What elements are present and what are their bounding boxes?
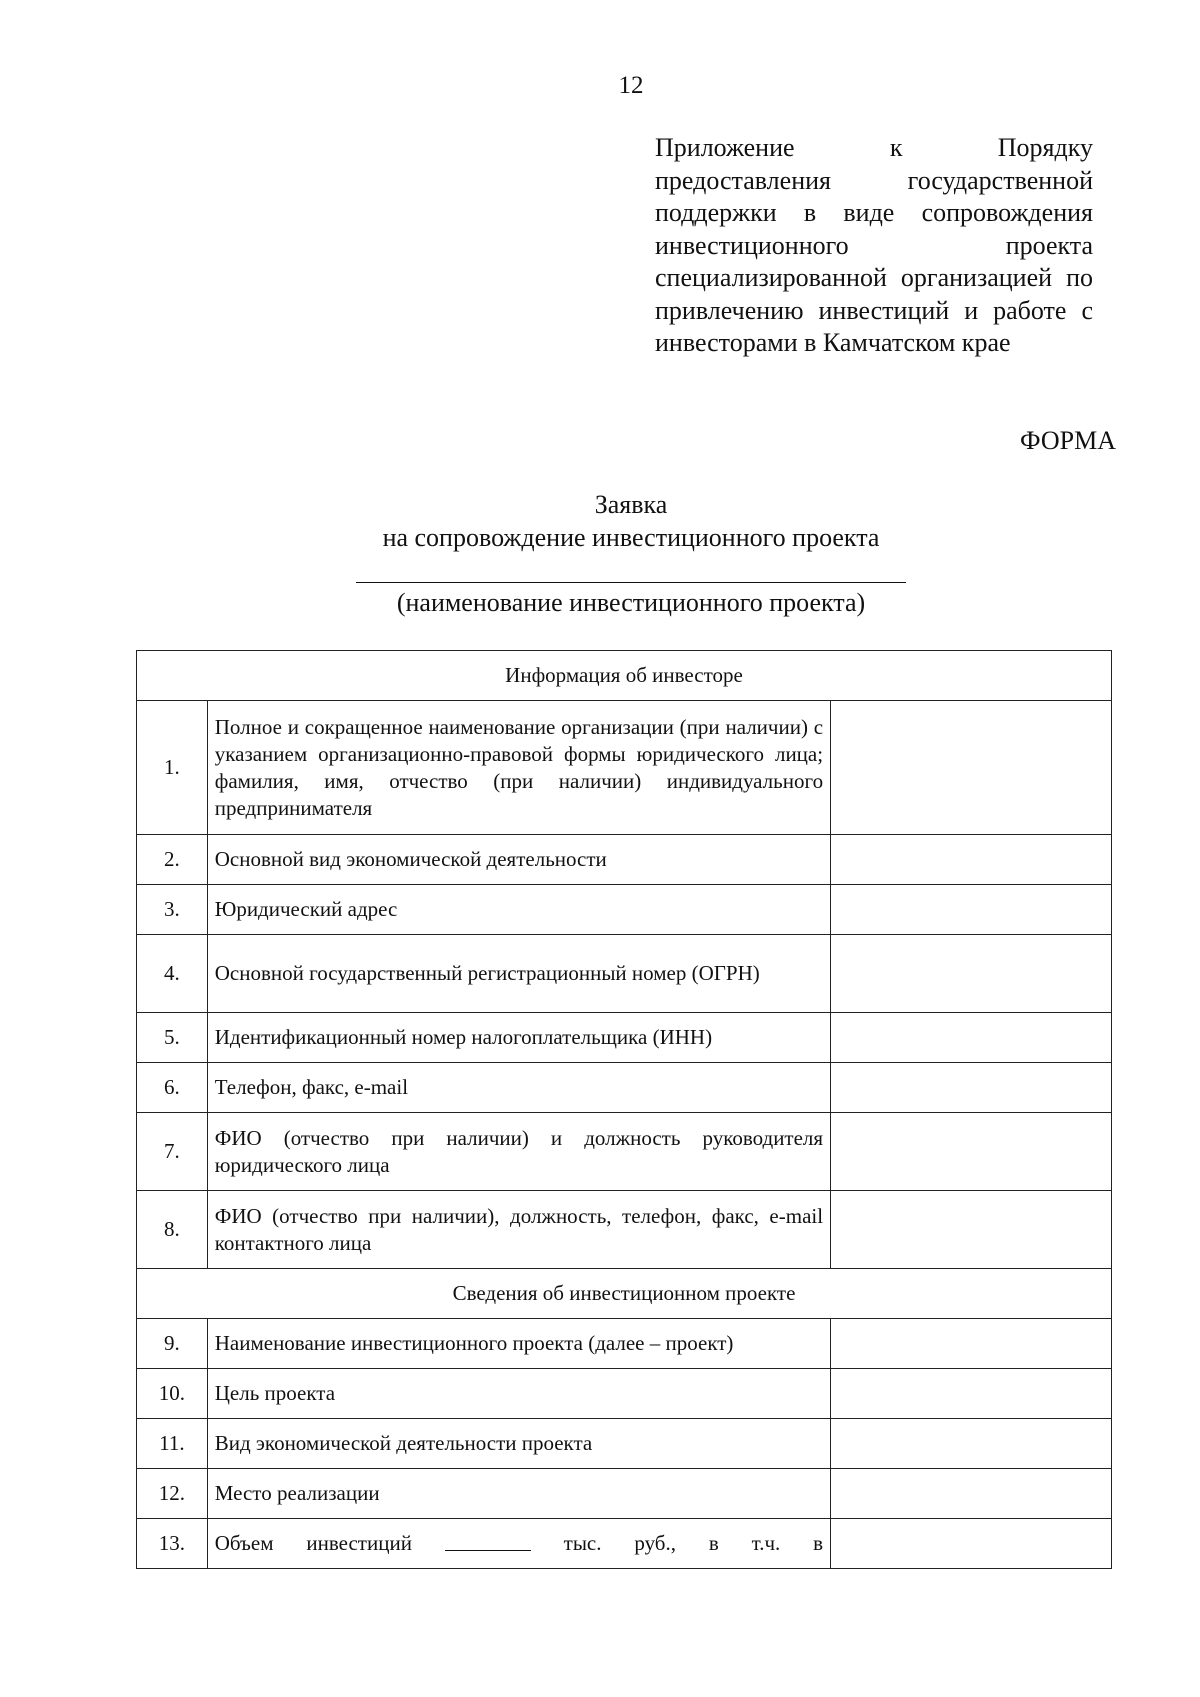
row-value-cell[interactable] — [831, 1113, 1112, 1191]
table-row — [137, 1319, 1112, 1369]
label-word: Объем — [214, 1531, 274, 1555]
section-row-investor — [137, 651, 1112, 701]
label-word: руб., — [634, 1531, 676, 1555]
row-number: 9. — [137, 1319, 208, 1369]
section-header-investor: Информация об инвесторе — [137, 651, 1112, 701]
row-label-investment-volume — [207, 1519, 830, 1569]
table-row — [137, 885, 1112, 935]
title-block — [0, 488, 1200, 554]
row-value-cell[interactable] — [831, 1469, 1112, 1519]
table-row — [137, 1519, 1112, 1569]
section-row-project — [137, 1269, 1112, 1319]
label-word: тыс. — [563, 1531, 602, 1555]
investment-volume-line — [215, 1530, 823, 1557]
row-number: 13. — [137, 1519, 208, 1569]
table-row — [137, 1469, 1112, 1519]
appendix-note: Приложение к Порядку предоставления государственной поддержки в виде сопровождения инвестиционного проекта специализированной организацией по привлечению инвестиций и работе с инвесторами в Камчатском крае — [655, 133, 1093, 357]
form-label: ФОРМА — [1020, 426, 1116, 455]
row-label: ФИО (отчество при наличии), должность, телефон, факс, e-mail контактного лица — [207, 1191, 830, 1269]
table-row — [137, 935, 1112, 1013]
project-name-line[interactable] — [356, 582, 906, 583]
label-word: т.ч. — [751, 1531, 781, 1555]
row-number: 8. — [137, 1191, 208, 1269]
table-row — [137, 701, 1112, 835]
row-value-cell[interactable] — [831, 935, 1112, 1013]
row-label: Идентификационный номер налогоплательщика (ИНН) — [207, 1013, 830, 1063]
row-number: 7. — [137, 1113, 208, 1191]
table-row — [137, 1369, 1112, 1419]
row-label: Телефон, факс, e-mail — [207, 1063, 830, 1113]
row-number: 6. — [137, 1063, 208, 1113]
row-number: 10. — [137, 1369, 208, 1419]
row-label: Полное и сокращенное наименование организации (при наличии) с указанием организационно-правовой формы юридического лица; фамилия, имя, отчество (при наличии) индивидуального предпринимателя — [207, 701, 830, 835]
table-row — [137, 835, 1112, 885]
investment-amount-blank[interactable] — [445, 1530, 531, 1551]
table-row — [137, 1191, 1112, 1269]
row-number: 12. — [137, 1469, 208, 1519]
project-name-caption: (наименование инвестиционного проекта) — [396, 588, 866, 617]
document-subtitle: на сопровождение инвестиционного проекта — [382, 523, 880, 552]
row-value-cell[interactable] — [831, 701, 1112, 835]
label-word: инвестиций — [306, 1531, 412, 1555]
row-number: 1. — [137, 701, 208, 835]
row-number: 4. — [137, 935, 208, 1013]
row-value-cell[interactable] — [831, 835, 1112, 885]
row-value-cell[interactable] — [831, 1419, 1112, 1469]
document-title: Заявка — [594, 490, 668, 519]
row-value-cell[interactable] — [831, 1369, 1112, 1419]
row-number: 3. — [137, 885, 208, 935]
row-label: Цель проекта — [207, 1369, 830, 1419]
row-label: Основной государственный регистрационный номер (ОГРН) — [207, 935, 830, 1013]
row-number: 5. — [137, 1013, 208, 1063]
row-value-cell[interactable] — [831, 1519, 1112, 1569]
label-word: в — [813, 1531, 824, 1555]
section-header-project: Сведения об инвестиционном проекте — [137, 1269, 1112, 1319]
row-value-cell[interactable] — [831, 1063, 1112, 1113]
row-value-cell[interactable] — [831, 885, 1112, 935]
row-number: 2. — [137, 835, 208, 885]
table-row — [137, 1113, 1112, 1191]
row-label: Вид экономической деятельности проекта — [207, 1419, 830, 1469]
row-number: 11. — [137, 1419, 208, 1469]
table-row — [137, 1063, 1112, 1113]
row-value-cell[interactable] — [831, 1319, 1112, 1369]
row-label: Место реализации — [207, 1469, 830, 1519]
table-row — [137, 1419, 1112, 1469]
row-label: Наименование инвестиционного проекта (далее – проект) — [207, 1319, 830, 1369]
page-number: 12 — [618, 72, 644, 99]
row-label: Основной вид экономической деятельности — [207, 835, 830, 885]
row-label: ФИО (отчество при наличии) и должность руководителя юридического лица — [207, 1113, 830, 1191]
table-row — [137, 1013, 1112, 1063]
row-label: Юридический адрес — [207, 885, 830, 935]
row-value-cell[interactable] — [831, 1013, 1112, 1063]
application-table — [136, 650, 1112, 1569]
row-value-cell[interactable] — [831, 1191, 1112, 1269]
label-word: в — [708, 1531, 719, 1555]
